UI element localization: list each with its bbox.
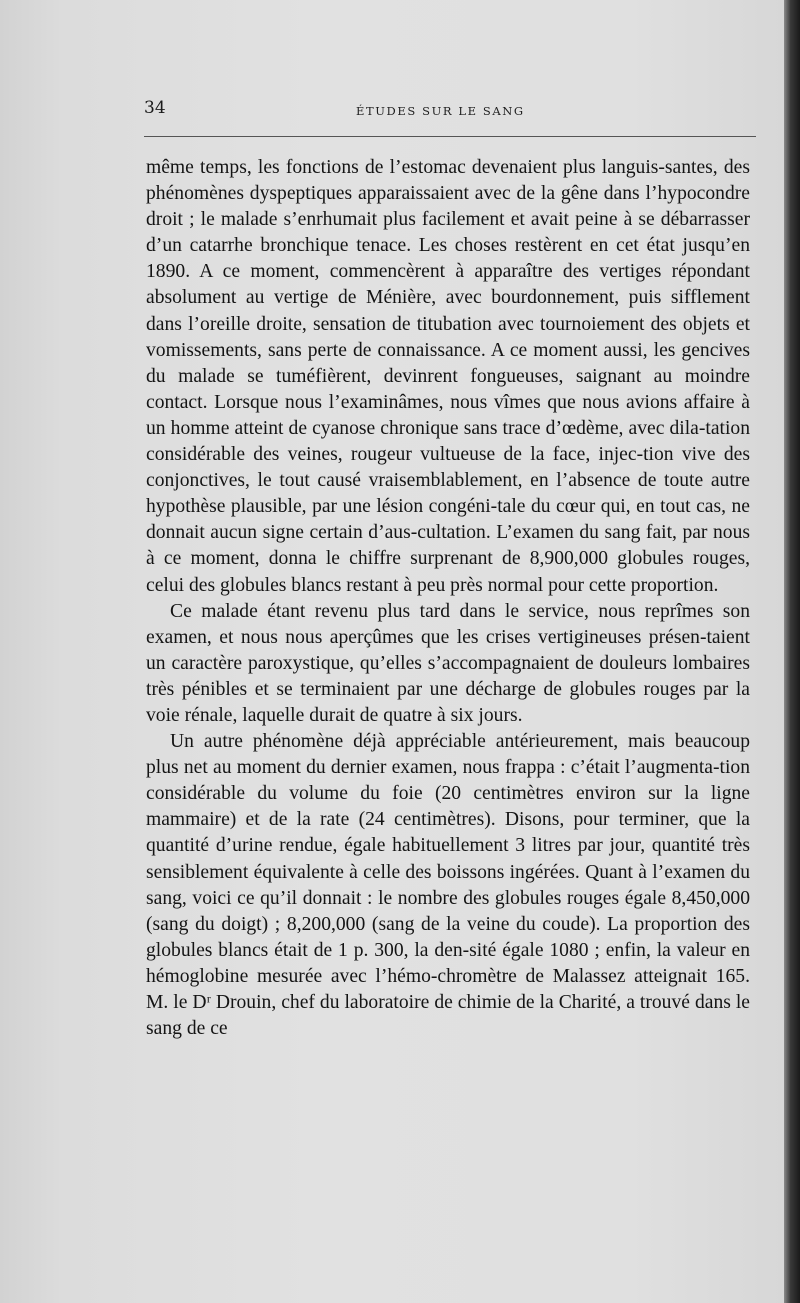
paragraph-1: même temps, les fonctions de l’estomac devenaient plus languis-santes, des phénomènes dyspeptiques apparaissaient avec de la gêne dans l’hypocondre droit ; le malade s’enrhumait plus facilement et avait peine à se débarrasser d’un catarrhe bronchique tenace. Les choses restèrent en cet état jusqu’en 1890. A ce moment, commencèrent à apparaître des vertiges répondant absolument au vertige de Ménière, avec bourdonnement, puis sifflement dans l’oreille droite, sensation de titubation avec tournoiement des objets et vomissements, sans perte de connaissance. A ce moment aussi, les gencives du malade se tuméfièrent, devinrent fongueuses, saignant au moindre contact. Lorsque nous l’examinâmes, nous vîmes que nous avions affaire à un homme atteint de cyanose chronique sans trace d’œdème, avec dila-tation considérable des veines, rougeur vultueuse de la face, injec-tion vive des conjonctives, le tout causé vraisemblablement, en l’absence de toute autre hypothèse plausible, par une lésion congéni-tale du cœur qui, en tout cas, ne donnait aucun signe certain d’aus-cultation. L’examen du sang fait, par nous à ce moment, donna le chiffre surprenant de 8,900,000 globules rouges, celui des globules blancs restant à peu près normal pour cette proportion.: [146, 157, 750, 596]
header-rule: [144, 136, 756, 137]
paragraph-3: Un autre phénomène déjà appréciable antérieurement, mais beaucoup plus net au moment du dernier examen, nous frappa : c’était l’augmenta-tion considérable du volume du foie (20 centimètres environ sur la ligne mammaire) et de la rate (24 centimètres). Disons, pour terminer, que la quantité d’urine rendue, égale habituellement 3 litres par jour, quantité très sensiblement équivalente à celle des boissons ingérées. Quant à l’examen du sang, voici ce qu’il donnait : le nombre des globules rouges égale 8,450,000 (sang du doigt) ; 8,200,000 (sang de la veine du coude). La proportion des globules blancs était de 1 p. 300, la den-sité égale 1080 ; enfin, la valeur en hémoglobine mesurée avec l’hémo-chromètre de Malassez atteignait 165. M. le Dʳ Drouin, chef du laboratoire de chimie de la Charité, a trouvé dans le sang de ce: [146, 731, 750, 1040]
body-text: [146, 155, 750, 1042]
page-edge-shadow: [784, 0, 800, 1303]
page-number: 34: [144, 98, 166, 118]
running-head: [144, 98, 750, 124]
paragraph-2: Ce malade étant revenu plus tard dans le service, nous reprîmes son examen, et nous nous aperçûmes que les crises vertigineuses présen-taient un caractère paroxystique, qu’elles s’accompagnaient de douleurs lombaires très pénibles et se terminaient par une décharge de globules rouges par la voie rénale, laquelle durait de quatre à six jours.: [146, 600, 750, 726]
running-title: ÉTUDES SUR LE SANG: [356, 104, 525, 118]
